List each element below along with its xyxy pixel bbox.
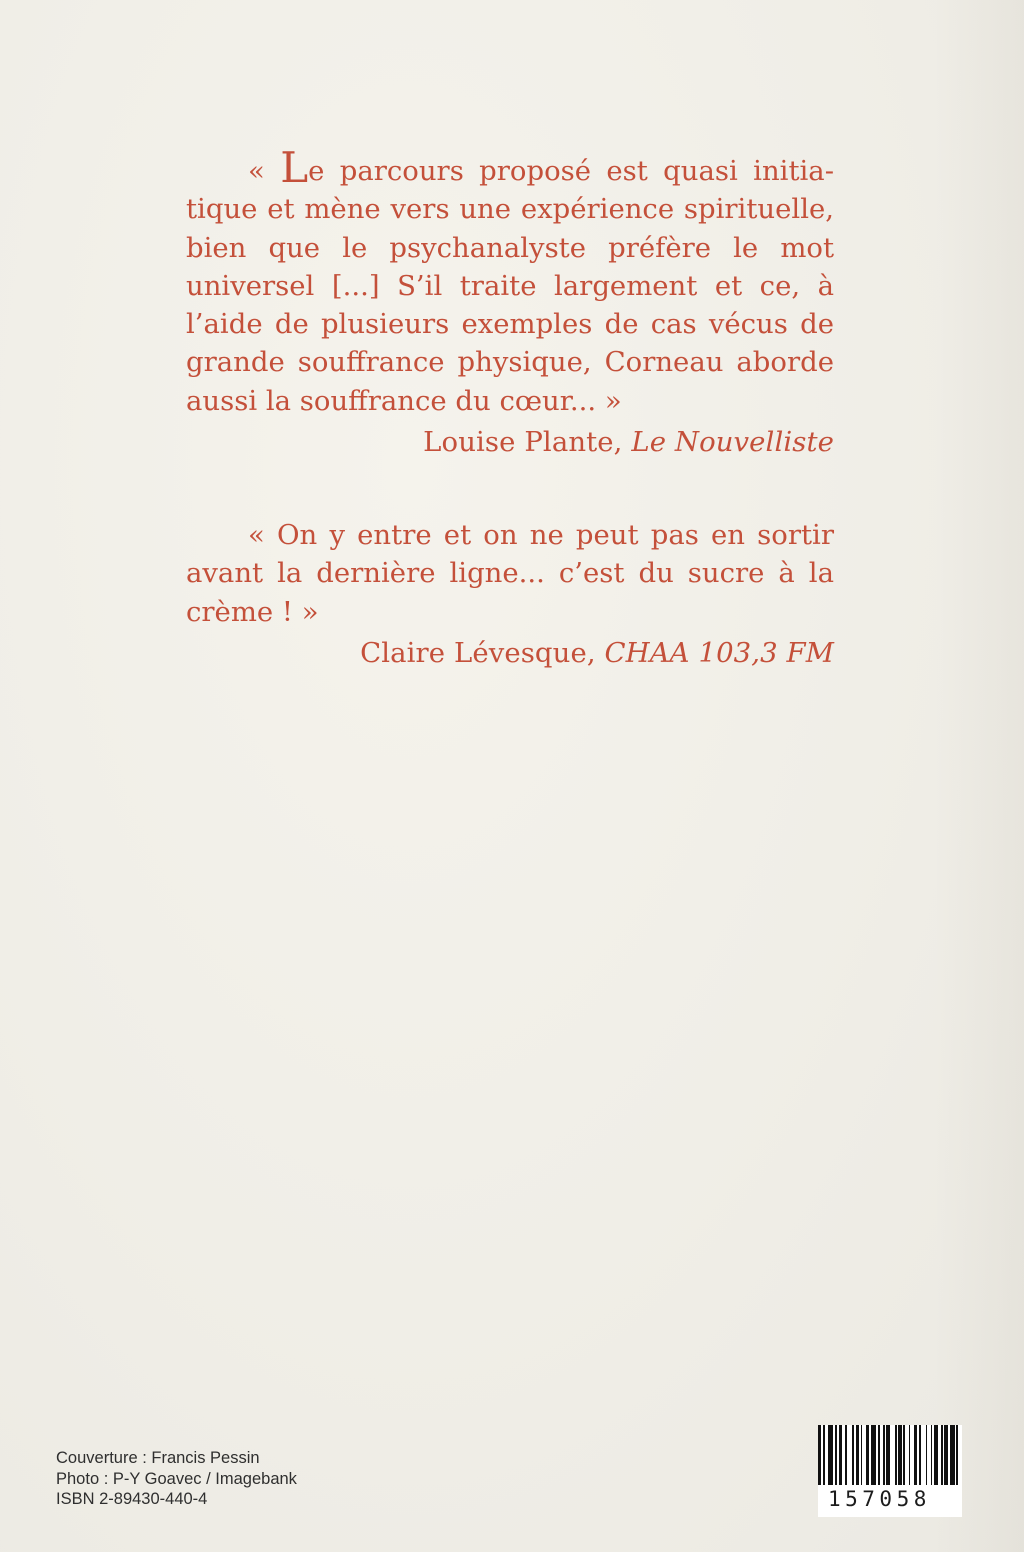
barcode-space [958, 1425, 961, 1485]
quote-first-line: e parcours proposé est quasi initia- [308, 155, 834, 187]
page-shadow [934, 0, 1024, 1552]
quote-text [186, 516, 834, 631]
drop-cap: L [280, 143, 309, 192]
attribution-source: CHAA 103,3 FM [604, 636, 834, 669]
quote-louise-plante [186, 143, 834, 461]
quote-attribution [186, 423, 834, 461]
credit-photo: Photo : P-Y Goavec / Imagebank [56, 1469, 297, 1488]
credit-cover: Couverture : Francis Pessin [56, 1449, 260, 1467]
credit-isbn: ISBN 2-89430-440-4 [56, 1490, 208, 1508]
barcode-bars [818, 1425, 962, 1485]
attribution-source: Le Nouvelliste [631, 426, 834, 459]
barcode-number: 157058 [828, 1487, 931, 1511]
attribution-author: Louise Plante, [423, 426, 623, 459]
quote-open-mark: « [248, 155, 265, 187]
quote-attribution [186, 634, 834, 672]
barcode-label [818, 1425, 962, 1517]
quote-body: « On y entre et on ne peut pas en sortir avant la dernière ligne... c’est du sucre à la crème ! » [186, 519, 834, 628]
attribution-author: Claire Lévesque, [360, 636, 596, 669]
quote-claire-levesque [186, 516, 834, 672]
quote-body: tique et mène vers une expérience spirituelle, bien que le psychanalyste préfère le mot universel [...] S’il traite largement et ce, à l’aide de plusieurs exemples de cas vécus de grande souffrance physique, Corneau aborde aussi la souffrance du cœur... » [186, 193, 834, 417]
quote-text [186, 143, 834, 420]
cover-credits [56, 1448, 297, 1510]
